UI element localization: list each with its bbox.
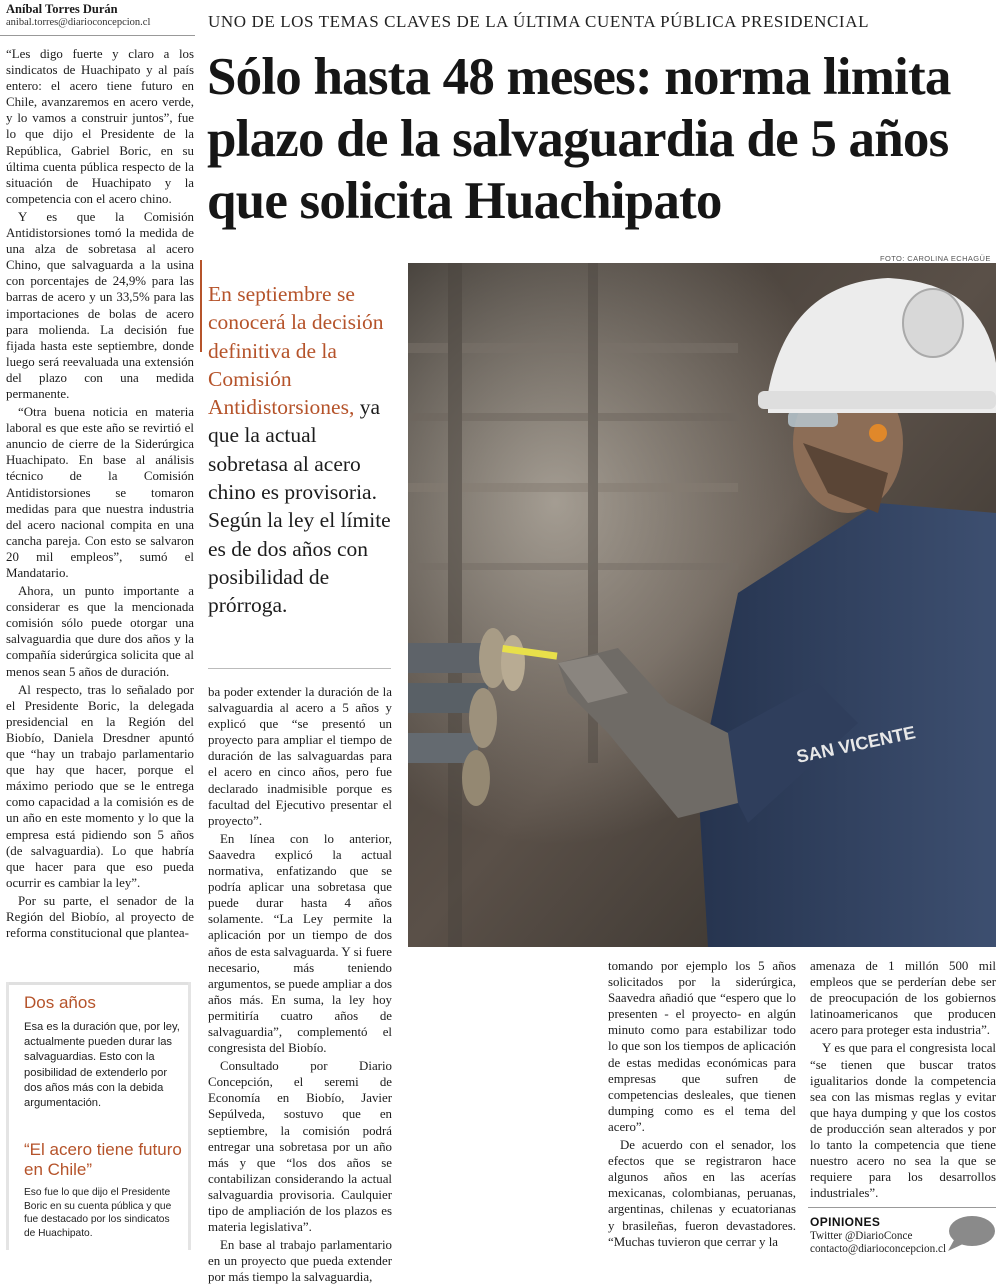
byline-divider [0,35,195,36]
pull-quote [208,280,400,620]
sidebox-title-1: Dos años [24,993,96,1012]
paragraph: tomando por ejemplo los 5 años solicitados por la siderúrgica, Saavedra añadió que “espero que lo presenten - el proyecto- en algún minuto como para estabilizar todo lo que son los tiempos de aplicación de estas medidas económicas para empresas que sufren de competencias desleales, que tienen dumping como es el tema del acero”. [608,959,796,1134]
paragraph: “Les digo fuerte y claro a los sindicatos de Huachipato y al país entero: el acero tiene futuro en Chile, avanzaremos en acero verde, y lo vamos a construir juntos”, fue lo que dijo el Presidente de la República, Gabriel Boric, en su última cuenta pública respecto de la situación de Huachipato y la competencia con el acero chino. [6,47,194,206]
photo-credit: FOTO: CAROLINA ECHAGÜE [880,254,991,263]
article-column-1 [6,46,194,943]
paragraph: Consultado por Diario Concepción, el seremi de Economía en Biobío, Javier Sepúlveda, sostuvo que en septiembre, la comisión podrá entregar una sobretasa por un año más y que “los dos años se contabilizan considerando la actual salvaguardia provisoria. Caulquier tipo de ampliación de los plazos es materia legislativa”. [208,1059,392,1235]
opiniones-twitter: Twitter @DiarioConce [810,1230,913,1242]
paragraph: En base al trabajo parlamentario en un proyecto que pueda extender por más tiempo la salvaguardia, [208,1238,392,1285]
paragraph: ba poder extender la duración de la salvaguardia al acero a 5 años y explicó que “se presentó un proyecto para ampliar el tiempo de duración de las salvaguardas para el acero en cinco años, pero fue declarado inadmisible porque es facultad del Ejecutivo presentar el proyecto”. [208,685,392,828]
paragraph: Y es que la Comisión Antidistorsiones tomó la medida de una alza de sobretasa al acero Chino, que salvaguarda a la usina con porcentajes de 24,9% para las barras de acero y un 33,5% para las importaciones de bolas de acero para molienda. La decisión fue fijada hasta este septiembre, donde luego será reevaluada una extensión del plazo con una medida permanente. [6,209,194,401]
sidebox-text-2: Eso fue lo que dijo el Presidente Boric en su cuenta pública y que fue destacado por los sindicatos de Huachipato. [24,1187,172,1239]
opiniones-title: OPINIONES [810,1215,881,1229]
headline-bold: Sólo hasta 48 meses: [207,48,652,106]
article-photo [408,263,996,947]
paragraph: Al respecto, tras lo señalado por el Presidente Boric, la delegada presidencial en la Región del Biobío, Daniela Dresdner apuntó que “hay un trabajo parlamentario que hay que hacer, porque el máximo periodo que se le entrega como capacidad a la comisión es de un año en este momento y lo que la empresa está pidiendo son 5 años (de salvaguardia). Lo que habría que hacer para que eso pueda ocurrir es cambiar la ley”. [6,682,194,890]
opiniones-divider [808,1207,996,1208]
paragraph: “Otra buena noticia en materia laboral es que este año se revirtió el anuncio de cierre de la Siderúrgica Huachipato. En base al análisis técnico de la Comisión Antidistorsiones se tomaron medidas para que nuestra industria del acero nacional compita en una cancha pareja. Con esto se salvaron 20 mil empleos”, sumó el Mandatario. [6,405,194,580]
paragraph: De acuerdo con el senador, los efectos que se registraron hace algunos años en las acerías mexicanas, colombianas, peruanas, argentinas, chilenas y ecuatorianas y brasileñas, fueron devastadores. “Muchas tuvieron que cerrar y la [608,1138,796,1249]
opiniones-email: contacto@diarioconcepcion.cl [810,1243,947,1255]
sidebox-title-2: “El acero tiene futuro en Chile” [24,1140,182,1179]
pull-quote-text: ya que la actual sobretasa al acero chino es provisoria. Según la ley el límite es de dos años con posibilidad de prórroga. [208,395,391,618]
paragraph: Ahora, un punto importante a considerar es que la mencionada comisión sólo puede otorgar una salvaguardia que dure dos años y la compañía siderúrgica solicita que al menos sean 5 años de duración. [6,584,194,679]
pull-quote-accent-bar [200,260,202,352]
article-column-4 [810,958,996,1203]
pull-quote-divider [208,668,391,669]
article-column-2 [208,684,392,1287]
sidebox-frame-left [6,982,9,1250]
byline-email: anibal.torres@diarioconcepcion.cl [6,17,151,28]
paragraph: amenaza de 1 millón 500 mil empleos que se perderían debe ser de preocupación de los gobiernos latinoamericanos que producen acero para proteger esta industria”. [810,959,996,1038]
kicker: UNO DE LOS TEMAS CLAVES DE LA ÚLTIMA CUENTA PÚBLICA PRESIDENCIAL [208,12,870,31]
headline-rest: norma limita plazo de la salvaguardia de 5 años que solicita Huachipato [207,48,951,230]
worker-photo-illustration [408,263,996,947]
paragraph: Y es que para el congresista local “se tienen que buscar tratos igualitarios donde la competencia sea con las mismas reglas y evitar que haya dumping y que los costos de producción sean alterados y por lo tanto la competencia que tiene nuestro acero no sea la que se requiere para los desarrollos industriales”. [810,1041,996,1201]
paragraph: Por su parte, el senador de la Región del Biobío, al proyecto de reforma constitucional que plantea- [6,893,194,941]
speech-bubble-icon [946,1214,996,1252]
jacket-label: SAN VICENTE [794,722,918,767]
article-column-3 [608,958,796,1252]
headline [207,46,997,232]
paragraph: En línea con lo anterior, Saavedra explicó la actual normativa, enfatizando que se podría aplicar una sobretasa que puede durar hasta 4 años solamente. “La Ley permite la aplicación por un tiempo de dos años de esta salvaguarda. Y si fuere necesario, más teniendo argumentos, se puede ampliar a dos años más. En suma, la ley hoy permitiría cuatro años de salvaguardia”, complementó el congresista del Biobío. [208,831,392,1056]
byline-name: Aníbal Torres Durán [6,2,118,16]
sidebox-text-1: Esa es la duración que, por ley, actualmente pueden durar las salvaguardias. Esto con la posibilidad de extenderlo por dos años más con la debida argumentación. [24,1021,180,1110]
sidebox-frame-right [188,982,191,1250]
pull-quote-highlight: En septiembre se conocerá la decisión definitiva de la Comisión Antidistorsiones, [208,282,384,420]
